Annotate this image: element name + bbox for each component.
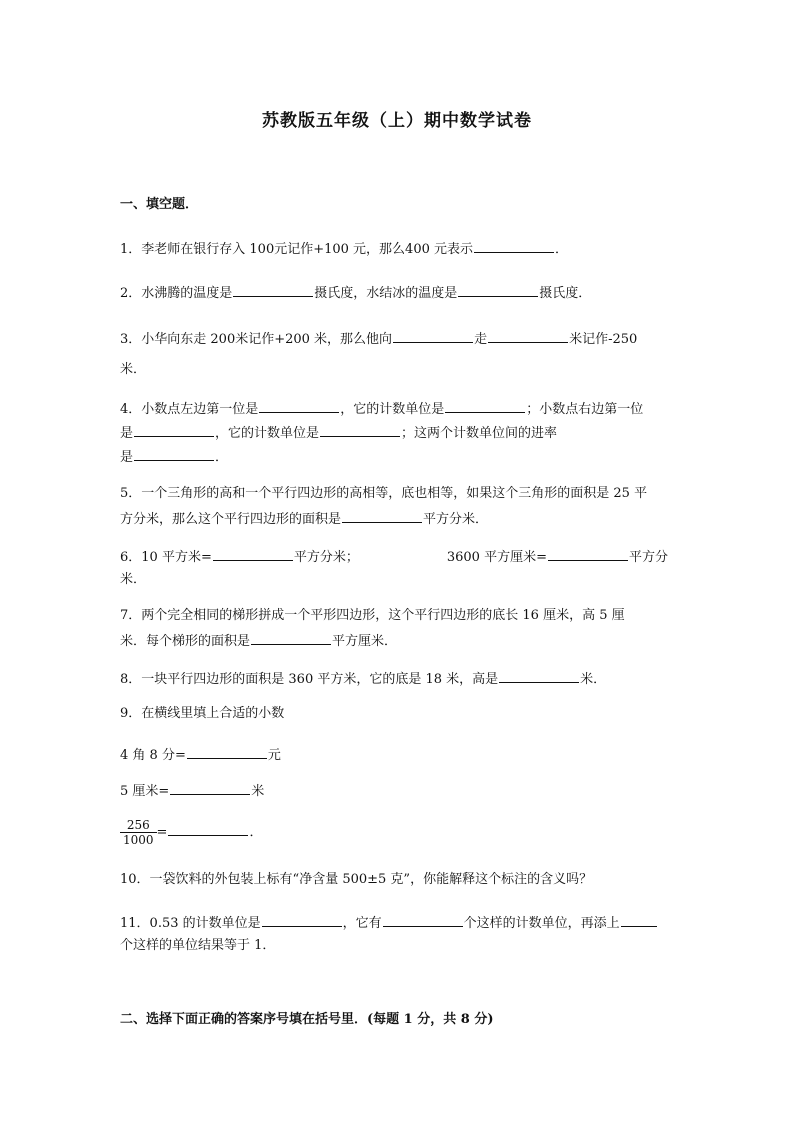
question-5-line-2: 方分米，那么这个平行四边形的面积是 平方分米． xyxy=(120,508,680,530)
answer-blank[interactable] xyxy=(445,398,525,413)
answer-blank[interactable] xyxy=(621,912,657,927)
question-9-item-c: $\frac{256}{1000}$ = ． xyxy=(120,818,680,847)
question-2: 2．水沸腾的温度是 摄氏度，水结冰的温度是 摄氏度． xyxy=(120,282,680,304)
question-3-cont: 米． xyxy=(120,362,147,377)
question-6-cont: 米． xyxy=(120,572,147,587)
question-4-line-3: 是 ． xyxy=(120,446,680,468)
question-6: 6．10 平方米= 平方分米； 3600 平方厘米= 平方分 xyxy=(120,546,680,568)
section-1-heading: 一、填空题． xyxy=(120,197,199,212)
question-4-line-1: 4．小数点左边第一位是 ，它的计数单位是 ；小数点右边第一位 xyxy=(120,398,680,420)
question-8: 8．一块平行四边形的面积是 360 平方米，它的底是 18 米，高是 米． xyxy=(120,668,680,690)
answer-blank[interactable] xyxy=(393,328,473,343)
answer-blank[interactable] xyxy=(262,912,342,927)
fraction-denominator: 1000 xyxy=(123,833,154,847)
question-11-line-2: 个这样的单位结果等于 1． xyxy=(120,938,276,953)
answer-blank[interactable] xyxy=(499,668,579,683)
question-10: 10．一袋饮料的外包装上标有“净含量 500±5 克”，你能解释这个标注的含义吗？ xyxy=(120,872,593,887)
page-title: 苏教版五年级（上）期中数学试卷 xyxy=(262,111,532,131)
answer-blank[interactable] xyxy=(134,446,214,461)
section-2-heading: 二、选择下面正确的答案序号填在括号里．(每题 1 分，共 8 分) xyxy=(120,1012,494,1027)
answer-blank[interactable] xyxy=(233,282,313,297)
answer-blank[interactable] xyxy=(383,912,463,927)
answer-blank[interactable] xyxy=(488,328,568,343)
question-9-item-b: 5 厘米= 米 xyxy=(120,780,680,802)
question-9-item-a: 4 角 8 分= 元 xyxy=(120,744,680,766)
answer-blank[interactable] xyxy=(548,546,628,561)
question-11-line-1: 11．0.53 的计数单位是 ，它有 个这样的计数单位，再添上 xyxy=(120,912,680,934)
answer-blank[interactable] xyxy=(259,398,339,413)
answer-blank[interactable] xyxy=(320,422,400,437)
answer-blank[interactable] xyxy=(251,630,331,645)
answer-blank[interactable] xyxy=(168,821,248,836)
answer-blank[interactable] xyxy=(458,282,538,297)
question-3: 3．小华向东走 200米记作+200 米，那么他向 走 米记作-250 xyxy=(120,328,680,350)
answer-blank[interactable] xyxy=(187,744,267,759)
question-4-line-2: 是 ，它的计数单位是 ；这两个计数单位间的进率 xyxy=(120,422,680,444)
question-1: 1．李老师在银行存入 100元记作+100 元，那么400 元表示 ． xyxy=(120,238,680,260)
answer-blank[interactable] xyxy=(213,546,293,561)
answer-blank[interactable] xyxy=(342,508,422,523)
question-7-line-2: 米．每个梯形的面积是 平方厘米． xyxy=(120,630,680,652)
question-5-line-1: 5．一个三角形的高和一个平行四边形的高相等，底也相等，如果这个三角形的面积是 25 平 xyxy=(120,486,648,501)
answer-blank[interactable] xyxy=(474,238,554,253)
fraction-numerator: 256 xyxy=(120,818,157,833)
answer-blank[interactable] xyxy=(134,422,214,437)
answer-blank[interactable] xyxy=(170,780,250,795)
fraction xyxy=(120,818,157,847)
question-7-line-1: 7．两个完全相同的梯形拼成一个平形四边形，这个平行四边形的底长 16 厘米，高 5 厘 xyxy=(120,608,625,623)
question-9-stem: 9．在横线里填上合适的小数 xyxy=(120,706,285,721)
